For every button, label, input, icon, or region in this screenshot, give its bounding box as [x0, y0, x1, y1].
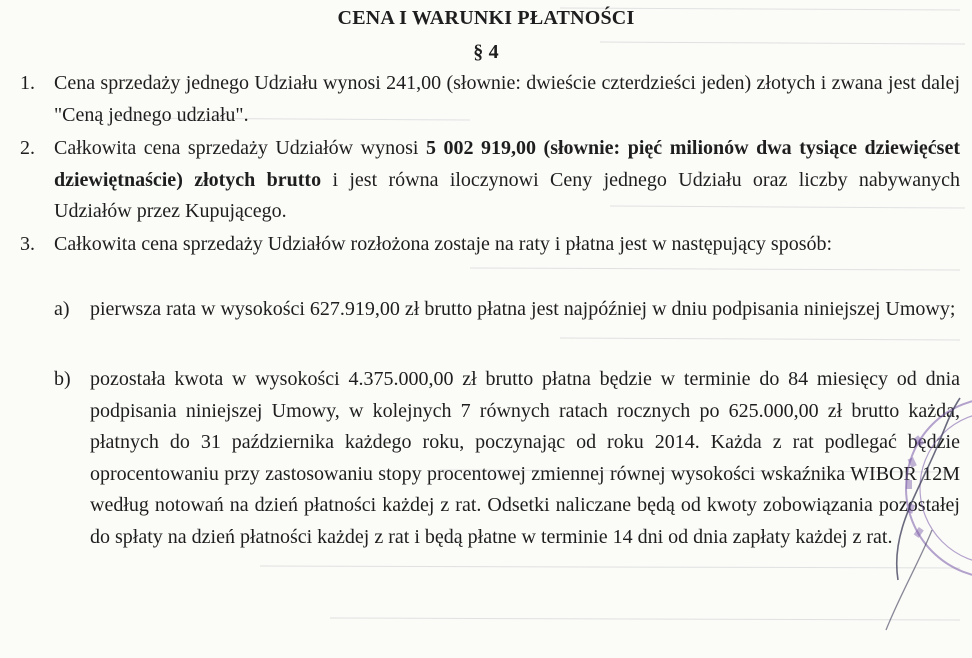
item-text-3: Całkowita cena sprzedaży Udziałów rozłożona zostaje na raty i płatna jest w następujący sposób: — [54, 233, 833, 255]
subitem-letter-b: b) — [54, 368, 71, 390]
section-number: § 4 — [473, 41, 499, 63]
item-text-2 — [54, 133, 960, 228]
item-number-2: 2. — [20, 137, 35, 159]
item-number-3: 3. — [20, 233, 35, 255]
subitem-text-a: pierwsza rata w wysokości 627.919,00 zł brutto płatna jest najpóźniej w dniu podpisania niniejszej Umowy; — [90, 298, 956, 320]
item-text-2-before: Całkowita cena sprzedaży Udziałów wynosi — [54, 137, 426, 159]
item-text-2-bold: 5 002 919,00 (słownie: pięć milionów dwa tysiące dziewięćset dziewiętnaście) złotych brutto — [54, 137, 960, 191]
section-title: CENA I WARUNKI PŁATNOŚCI — [337, 7, 635, 29]
subitem-letter-a: a) — [54, 298, 70, 320]
subitem-text-b: pozostała kwota w wysokości 4.375.000,00 zł brutto płatna będzie w terminie do 84 miesięcy od dnia podpisania niniejszej Umowy, w kolejnych 7 równych ratach rocznych po 625.000,00 zł brutto każda, płatnych do 31 października każdego roku, poczynając od roku 2014. Każda z rat podlegać będzie oprocentowaniu przy zastosowaniu stopy procentowej zmiennej równej wysokości wskaźnika WIBOR 12M według notowań na dzień płatności każdej z rat. Odsetki naliczane będą od kwoty zobowiązania pozostałej do spłaty na dzień płatności każdej z rat i będą płatne w terminie 14 dni od dnia zapłaty każdej z rat. — [90, 368, 960, 548]
item-text-2-after: i jest równa iloczynowi Ceny jednego Udziału oraz liczby nabywanych Udziałów przez Kupującego. — [54, 168, 960, 222]
item-number-1: 1. — [20, 72, 35, 94]
item-text-1: Cena sprzedaży jednego Udziału wynosi 241,00 (słownie: dwieście czterdzieści jeden) złotych i zwana jest dalej "Ceną jednego udziału". — [54, 72, 960, 126]
